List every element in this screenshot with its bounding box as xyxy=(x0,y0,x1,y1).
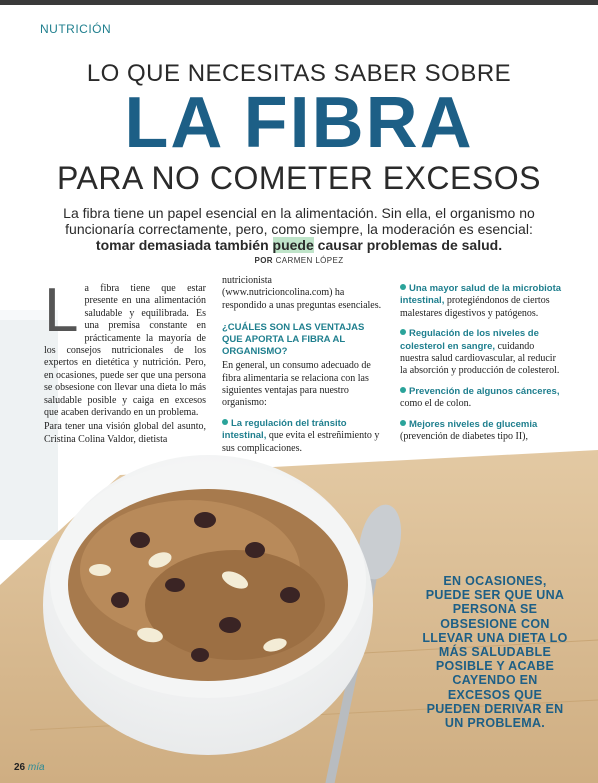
byline-prefix: POR xyxy=(254,256,273,265)
bullet-text: que evita el estreñimiento y sus complicaciones. xyxy=(222,430,380,454)
standfirst-bold-b: causar problemas de salud. xyxy=(313,237,503,253)
bullet-item xyxy=(400,328,562,378)
standfirst-bold-a: tomar demasiada también xyxy=(95,237,273,253)
article-column-3 xyxy=(400,283,562,451)
magazine-name: mía xyxy=(27,762,45,773)
bullet-title: Una mayor salud de la microbiota intestinal, xyxy=(400,283,562,307)
byline-author: CARMEN LÓPEZ xyxy=(275,256,344,265)
bullet-dot-icon xyxy=(400,387,406,393)
top-rule xyxy=(0,0,598,5)
section-label: NUTRICIÓN xyxy=(40,22,112,36)
bullet-title: Prevención de algunos cánceres, xyxy=(409,385,560,397)
bullet-dot-icon xyxy=(400,329,406,335)
headline-top: LO QUE NECESITAS SABER SOBRE xyxy=(86,60,512,87)
bullet-dot-icon xyxy=(222,419,228,425)
question-heading: ¿CUÁLES SON LAS VENTAJAS QUE APORTA LA FIBRA AL ORGANISMO? xyxy=(222,322,365,358)
page-footer xyxy=(14,762,45,773)
column2-paragraph-1: nutricionista (www.nutricioncolina.com) ha respondido a unas preguntas esenciales. xyxy=(222,275,382,311)
bullet-item xyxy=(400,386,562,411)
standfirst-highlight: puede xyxy=(272,237,314,253)
byline xyxy=(0,256,598,265)
column1-paragraph-2: Para tener una visión global del asunto, Cristina Colina Valdor, dietista xyxy=(44,421,206,445)
headline-bottom: PARA NO COMETER EXCESOS xyxy=(57,160,541,196)
bullet-text: cuidando nuestra salud cardiovascular, al reducir la absorción y producción de colesterol. xyxy=(400,340,560,377)
standfirst-text: La fibra tiene un papel esencial en la alimentación. Sin ella, el organismo no funcionaría correctamente, pero, como siempre, la moderación es esencial: xyxy=(63,205,535,237)
bullet-text: protegiéndonos de ciertos malestares digestivos y patógenos. xyxy=(400,295,550,319)
article-column-1 xyxy=(44,276,206,448)
bullet-text: (prevención de diabetes tipo II), xyxy=(400,431,529,443)
column1-paragraph-1: a fibra tiene que estar presente en una alimentación saludable y equilibrada. Es una premisa constante en prácticamente la mayoría de los consejos nutricionales de los expertos en dietética y nutrición. Pero, en ocasiones, puede ser que una persona se obsesione con llevar una dieta lo más saludable posible y caiga en excesos que acaben derivando en un problema. xyxy=(44,283,206,419)
standfirst xyxy=(44,205,554,253)
bullet-text: como el de colon. xyxy=(400,398,472,410)
bullet-item xyxy=(400,419,562,444)
bullet-item xyxy=(222,418,384,455)
column2-paragraph-2: En general, un consumo adecuado de fibra alimentaria se relaciona con las siguientes ventajas para nuestro organismo: xyxy=(222,360,371,409)
bullet-item xyxy=(400,283,562,320)
bullet-title: Mejores niveles de glucemia xyxy=(409,418,538,430)
bullet-dot-icon xyxy=(400,284,406,290)
drop-cap: L xyxy=(44,276,79,345)
article-column-2 xyxy=(222,275,384,463)
pull-quote: EN OCASIONES, PUEDE SER QUE UNA PERSONA SE OBSESIONE CON LLEVAR UNA DIETA LO MÁS SALUDABLE POSIBLE Y ACABE CAYENDO EN EXCESOS QUE PUEDEN DERIVAR EN UN PROBLEMA. xyxy=(422,574,568,731)
headline-main: LA FIBRA xyxy=(124,83,474,163)
bullet-dot-icon xyxy=(400,420,406,426)
bullet-title: La regulación del tránsito intestinal, xyxy=(222,417,347,442)
page-number: 26 xyxy=(14,762,26,773)
bullet-title: Regulación de los niveles de colesterol en sangre, xyxy=(400,328,539,352)
